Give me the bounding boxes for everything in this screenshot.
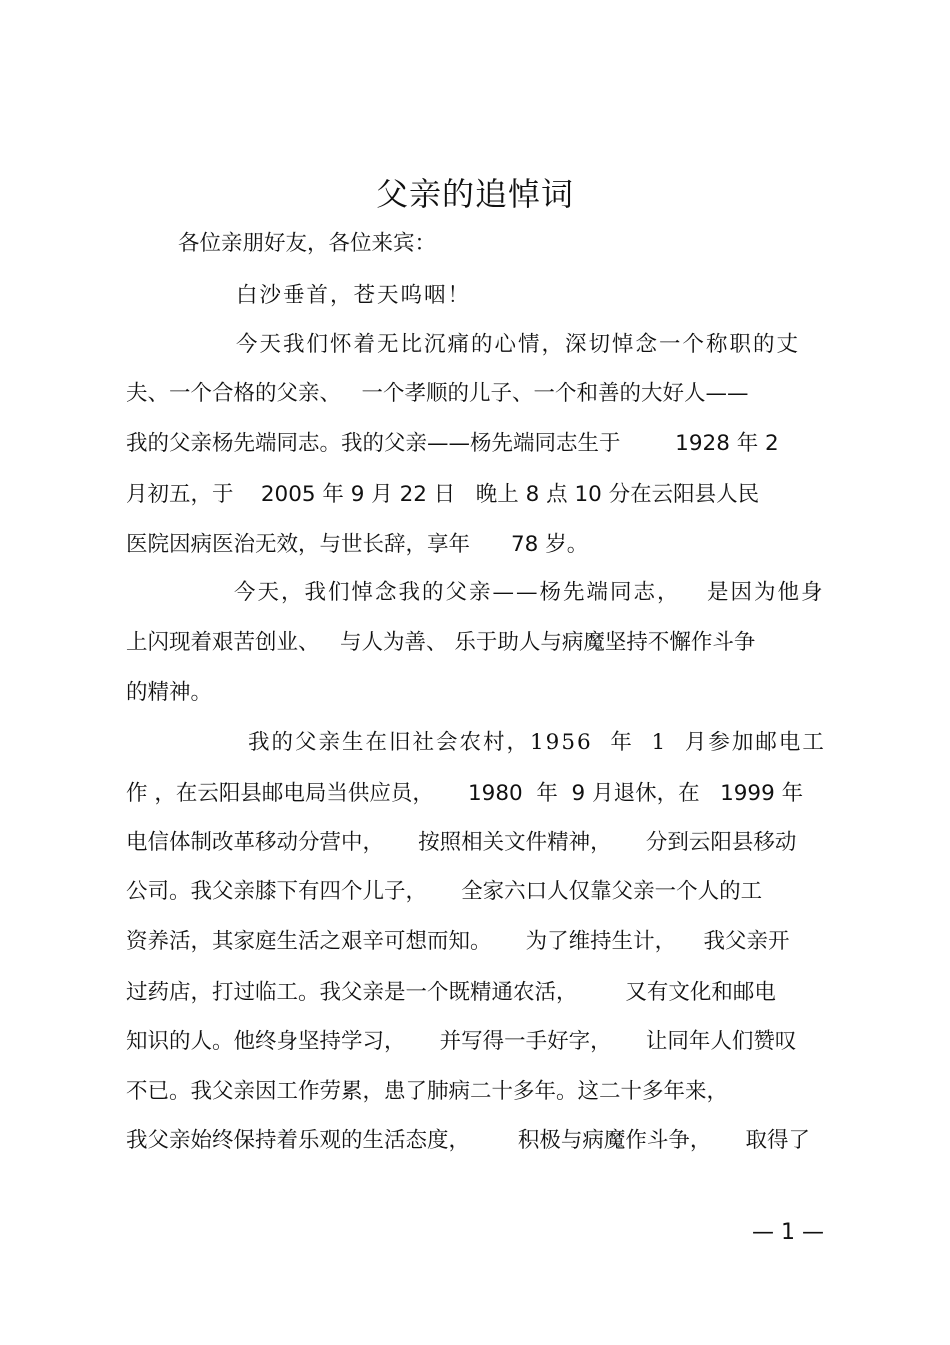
paragraph-line: 夫、一个合格的父亲、 一个孝顺的儿子、一个和善的大好人—— [126,381,749,406]
opening-line: 白沙垂首，苍天呜咽！ [236,283,472,308]
paragraph-line: 作 ，在云阳县邮电局当供应员， 1980 年 9 月退休，在 1999 年 [126,781,804,806]
paragraph-line: 的精神。 [126,680,213,705]
paragraph-line: 我的父亲生在旧社会农村，1956 年 1 月参加邮电工 [248,730,826,755]
page-number: — 1 — [752,1220,824,1245]
paragraph-line: 今天，我们悼念我的父亲——杨先端同志， 是因为他身 [234,580,825,605]
paragraph-line: 月初五，于 2005 年 9 月 22 日 晚上 8 点 10 分在云阳县人民 [126,482,760,507]
paragraph-line: 我的父亲杨先端同志。我的父亲——杨先端同志生于 1928 年 2 [126,431,779,456]
paragraph-line: 过药店，打过临工。我父亲是一个既精通农活， 又有文化和邮电 [126,980,776,1005]
salutation: 各位亲朋好友，各位来宾： [178,231,437,256]
paragraph-line: 今天我们怀着无比沉痛的心情，深切悼念一个称职的丈 [236,332,801,357]
paragraph-line: 上闪现着艰苦创业、 与人为善、 乐于助人与病魔坚持不懈作斗争 [126,630,756,655]
paragraph-line: 电信体制改革移动分营中， 按照相关文件精神， 分到云阳县移动 [126,830,797,855]
paragraph-line: 不已。我父亲因工作劳累，患了肺病二十多年。这二十多年来， [126,1079,729,1104]
paragraph-line: 公司。我父亲膝下有四个儿子， 全家六口人仅靠父亲一个人的工 [126,879,763,904]
document-title: 父亲的追悼词 [375,175,574,213]
paragraph-line: 医院因病医治无效，与世长辞，享年 78 岁。 [126,532,589,557]
paragraph-line: 资养活，其家庭生活之艰辛可想而知。 为了维持生计， 我父亲开 [126,929,790,954]
paragraph-line: 我父亲始终保持着乐观的生活态度， 积极与病魔作斗争， 取得了 [126,1128,811,1153]
paragraph-line: 知识的人。他终身坚持学习， 并写得一手好字， 让同年人们赞叹 [126,1029,797,1054]
